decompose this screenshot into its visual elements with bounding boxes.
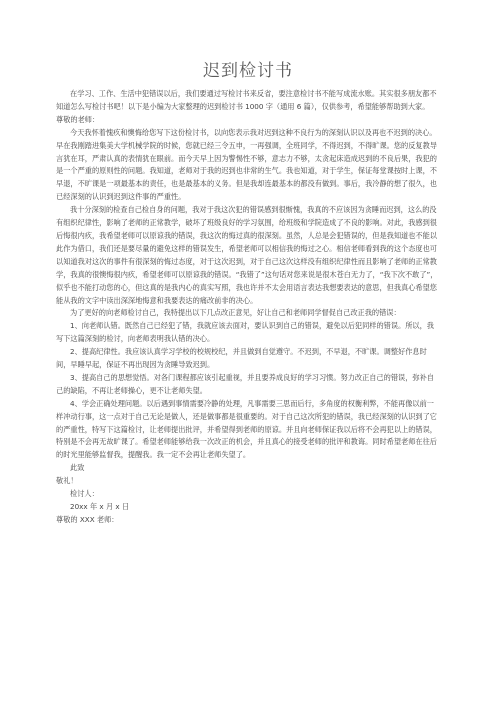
intro-paragraph: 在学习、工作、生活中犯错误以后，我们要通过写检讨书来反省，要注意检讨书不能写成流水账。其实很多朋友都不知道怎么写检讨书吧！以下是小编为大家整理的迟到检讨书 1000 字（通用 6 篇），仅供参考，希望能够帮助到大家。 <box>56 89 437 111</box>
closing-2: 敬礼！ <box>56 476 78 486</box>
paragraph-3: 为了更好的向老师检讨自己，我特提出以下几点改正意见，好让自己和老师同学督促自己改正我的错误： <box>70 308 401 318</box>
closing-1: 此致 <box>70 463 85 473</box>
paragraph-4: 1、向老师认错。既然自己已经犯了错，我就应该去面对，要认识到自己的错误，避免以后犯同样的错误。所以，我写下这篇深刻的检讨，向老师表明我认错的决心。 <box>56 321 434 344</box>
salutation: 尊敬的老师： <box>56 114 100 124</box>
paragraph-6: 3、提高自己的思想觉悟。对各门课程都应该引起重视，并且要养成良好的学习习惯。努力改正自己的错误，弥补自己的缺陷，不再让老师操心，更不让老师失望。 <box>56 372 434 395</box>
signature: 检讨人： <box>70 489 99 499</box>
document-title: 迟到检讨书 <box>203 61 293 81</box>
document-body <box>56 88 440 527</box>
date: 20xx 年 x 月 x 日 <box>70 502 130 511</box>
paragraph-7: 4、学会正确处理问题。以后遇到事情需要冷静的处理，凡事需要三思而后行，多角度的权衡利弊，不能再像以前一样冲动行事，这一点对于自己无论是做人，还是做事都是很重要的。对于自己这次所犯的错误，我已经深刻的认识到了它的严重性，特写下这篇检讨，让老师提出批评，并希望得到老师的原谅。并且向老师保证我以后将不会再犯以上的错误，特别是不会再无故旷课了。希望老师能够给我一次改正的机会，并且真心的接受老师的批评和教诲。同时希望老师在往后的时光里能够监督我，提醒我。我一定不会再让老师失望了。 <box>56 398 437 460</box>
paragraph-2: 我十分深刻的检查自己检自身的问题，我对于我这次犯的错误感到很惭愧，我真的不应该因为贪睡而迟到，这么的没有组织纪律性，影响了老师的正常教学，破坏了班级良好的学习氛围，给班级和学院造成了不良的影响。对此，我感到很后悔很内疚，我希望老师可以原谅我的错误，我这次的悔过真的很深刻。虽然，人总是会犯错误的，但是我知道也不能以此作为借口，我们还是要尽量的避免这样的错误发生，希望老师可以相信我的悔过之心。相信老师看到我的这个态度也可以知道我对这次的事件有很深刻的悔过态度，对于这次迟到，对于自己这次这样没有组织纪律性而且影响了老师的正常教学，我真的很懊悔很内疚，希望老师可以原谅我的错误。“我错了”这句话对您来说是很木苍白无力了，“我下次不敢了”，似乎也不能打动您的心，但这真的是我内心的真实写照，我也许并不太会用语言表达我想要表达的意思，但我真心希望您能从我的文字中读出深深地悔意和我要表达的痛改前非的决心。 <box>56 205 438 305</box>
paragraph-5: 2、提高纪律性。我应该认真学习学校的校规校纪，并且做到自觉遵守。不迟到，不早退，不旷课。调整好作息时间，早睡早起，保证不再出现因为贪睡导致迟到。 <box>56 347 427 370</box>
salutation-2: 尊敬的 XXX 老师： <box>56 514 119 524</box>
paragraph-1: 今天我怀着愧疚和懊悔给您写下这份检讨书，以向您表示我对迟到这种不良行为的深刻认识以及再也不迟到的决心。早在我刚踏进集美大学机械学院的时候，您就已经三令五申，一再强调，全班同学，不得迟到，不得旷课。您的反复教导言犹在耳，严肃认真的表情犹在眼前。而今天早上因为警惕性不够，意志力不够，太贪起床造成迟到的不良后果，我犯的是一个严重的原则性的问题。我知道，老师对于我的迟到也非常的生气。我也知道，对于学生，保证每堂课按时上课，不早退，不旷课是一项最基本的责任，也是最基本的义务。但是我却连最基本的都没有做到。事后，我冷静的想了很久，也已经深刻的认识到迟到这件事的严重性。 <box>56 127 437 202</box>
